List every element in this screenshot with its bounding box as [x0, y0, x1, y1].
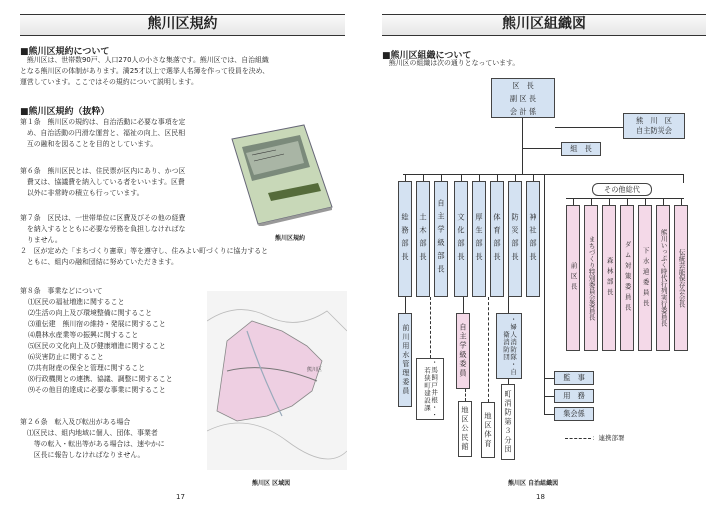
community-hall-box: 地区公民館: [458, 401, 472, 457]
jishu-gakkyu-box: 自主学級委員: [456, 313, 470, 389]
fire-brigade-box: ・婦人消防隊・自衛消防団: [496, 313, 522, 379]
legend-label: ：連携部署: [592, 434, 625, 442]
connector-line: [627, 198, 628, 205]
intro-line: 熊川区の組織は次の通りとなっています。: [382, 59, 520, 67]
sonota-sodai-box: その他総代: [592, 183, 652, 196]
dept-box: 体育部長: [490, 181, 504, 297]
map-caption: 熊川区 区域図: [252, 480, 291, 487]
article-26: 第２６条 転入及び転出がある場合 ⑴区民は、組内地域に個人、団体、事業者 等の転入・転出等がある場合は、速やかに 区長に報告しなければなりません。: [20, 418, 165, 459]
dept-box: 文化部長: [454, 181, 468, 297]
sonota-member-box: 伝統芸能保存会会長: [674, 205, 688, 351]
connector-line: [441, 174, 442, 181]
connector-line: [497, 174, 498, 181]
connector-line: [533, 174, 534, 181]
construction-box: ・馬飼戸井根・・若狭町建設課: [416, 358, 444, 420]
connector-line: [423, 174, 424, 181]
maekawa-water-box: 前川用水管理委員: [398, 313, 412, 407]
connector-line: [461, 174, 462, 181]
section-heading: ■熊川区規約について: [20, 47, 110, 57]
disaster-prevention-box: 熊 川 区 自主防災会: [623, 113, 685, 139]
dept-box: 土木部長: [416, 181, 430, 297]
auditor-box: 監 事: [554, 371, 594, 385]
district-map-image: [207, 291, 347, 470]
page-number: 18: [536, 493, 545, 501]
article-6: 第６条 熊川区民とは、住民票が区内にあり、かつ区 費又は、協議費を納入している者をいいます。区費 以外に非常時の積立も行っています。: [20, 167, 186, 197]
connector-line: [479, 174, 480, 181]
sonota-member-box: 前区長: [566, 205, 580, 351]
page-number: 17: [176, 493, 185, 501]
connector-line: [681, 198, 682, 205]
page-title: 熊川区規約: [20, 14, 345, 36]
dept-box: 防災部長: [508, 181, 522, 297]
chief-box: 区 長 副 区 長 会 計 係: [491, 78, 555, 118]
kumicho-box: 組 長: [561, 142, 601, 156]
connector-line: [663, 198, 664, 205]
shukai-box: 集会係: [554, 407, 594, 421]
connector-line: [405, 174, 406, 181]
chart-caption: 熊川区 自治組織図: [508, 480, 559, 487]
district-sports-box: 地区体育: [481, 402, 495, 458]
connector-line: [645, 198, 646, 205]
town-fire-box: 町消防第３分団: [501, 384, 515, 460]
sonota-member-box: 下水道委員長: [638, 205, 652, 351]
right-page: [360, 0, 720, 509]
section-heading: ■熊川区規約（抜粋）: [20, 107, 110, 117]
connector-line: [609, 198, 610, 205]
dept-box: 総務部長: [398, 181, 412, 297]
youmu-box: 用 務: [554, 389, 594, 403]
connector-line: [515, 174, 516, 181]
page-title: 熊川区組織図: [382, 14, 706, 36]
book-caption: 熊川区規約: [275, 235, 306, 242]
dept-box: 厚生部長: [472, 181, 486, 297]
article-8: 第８条 事業などについて ⑴区民の福祉増進に関すること ⑵生活の向上及び環境整備に関すること ⑶重伝建 熊川宿の維持・発展に関すること ⑷農林水産業等の振興に関すること ⑸区民の文化向上及び健康増進に関すること ⑹災害防止に関すること ⑺共有財産の保全と管理に関すること ⑻行政機関との連携、協議、調整に関すること ⑼その他目的達成に必要な事業に関すること: [20, 287, 173, 394]
svg-text:熊川区: 熊川区: [307, 367, 323, 373]
sonota-member-box: ダム対策委員長: [620, 205, 634, 351]
dept-box: 神社部長: [526, 181, 540, 297]
section-heading: ■熊川区組織について: [382, 51, 472, 61]
connector-line: [591, 198, 592, 205]
sonota-member-box: 森林部長: [602, 205, 616, 351]
dept-box: 自主学級部長: [434, 181, 448, 297]
sonota-member-box: まちづくり特別委員会委員長: [584, 205, 598, 351]
sonota-member-box: 熊川いっぷく時代行列実行委員長: [656, 205, 670, 351]
connector-line: [573, 198, 574, 205]
bylaws-booklet-image: [228, 123, 334, 226]
article-1: 第１条 熊川区の規約は、自治活動に必要な事項を定 め、自治活動の円滑な運営と、福祉の向上、区民相 互の融和を図ることを目的としています。: [20, 118, 186, 148]
article-7: 第７条 区民は、一世帯単位に区費及びその他の経費 を納入するとともに必要な労務を負担しなければな りません。 ２ 区が定めた「まちづくり憲章」等を遵守し、住みよい町づくりに協力すると ともに、組内の融和団結に努めていただきます。: [20, 214, 268, 266]
intro-paragraph: 熊川区は、世帯数90戸、人口270人の小さな集落です。熊川区では、自治組織 となる熊川区の体制があります。満25才以上で選挙人名簿を作って役員を決め、 運営しています。ここではその規約について説明します。: [20, 56, 270, 86]
